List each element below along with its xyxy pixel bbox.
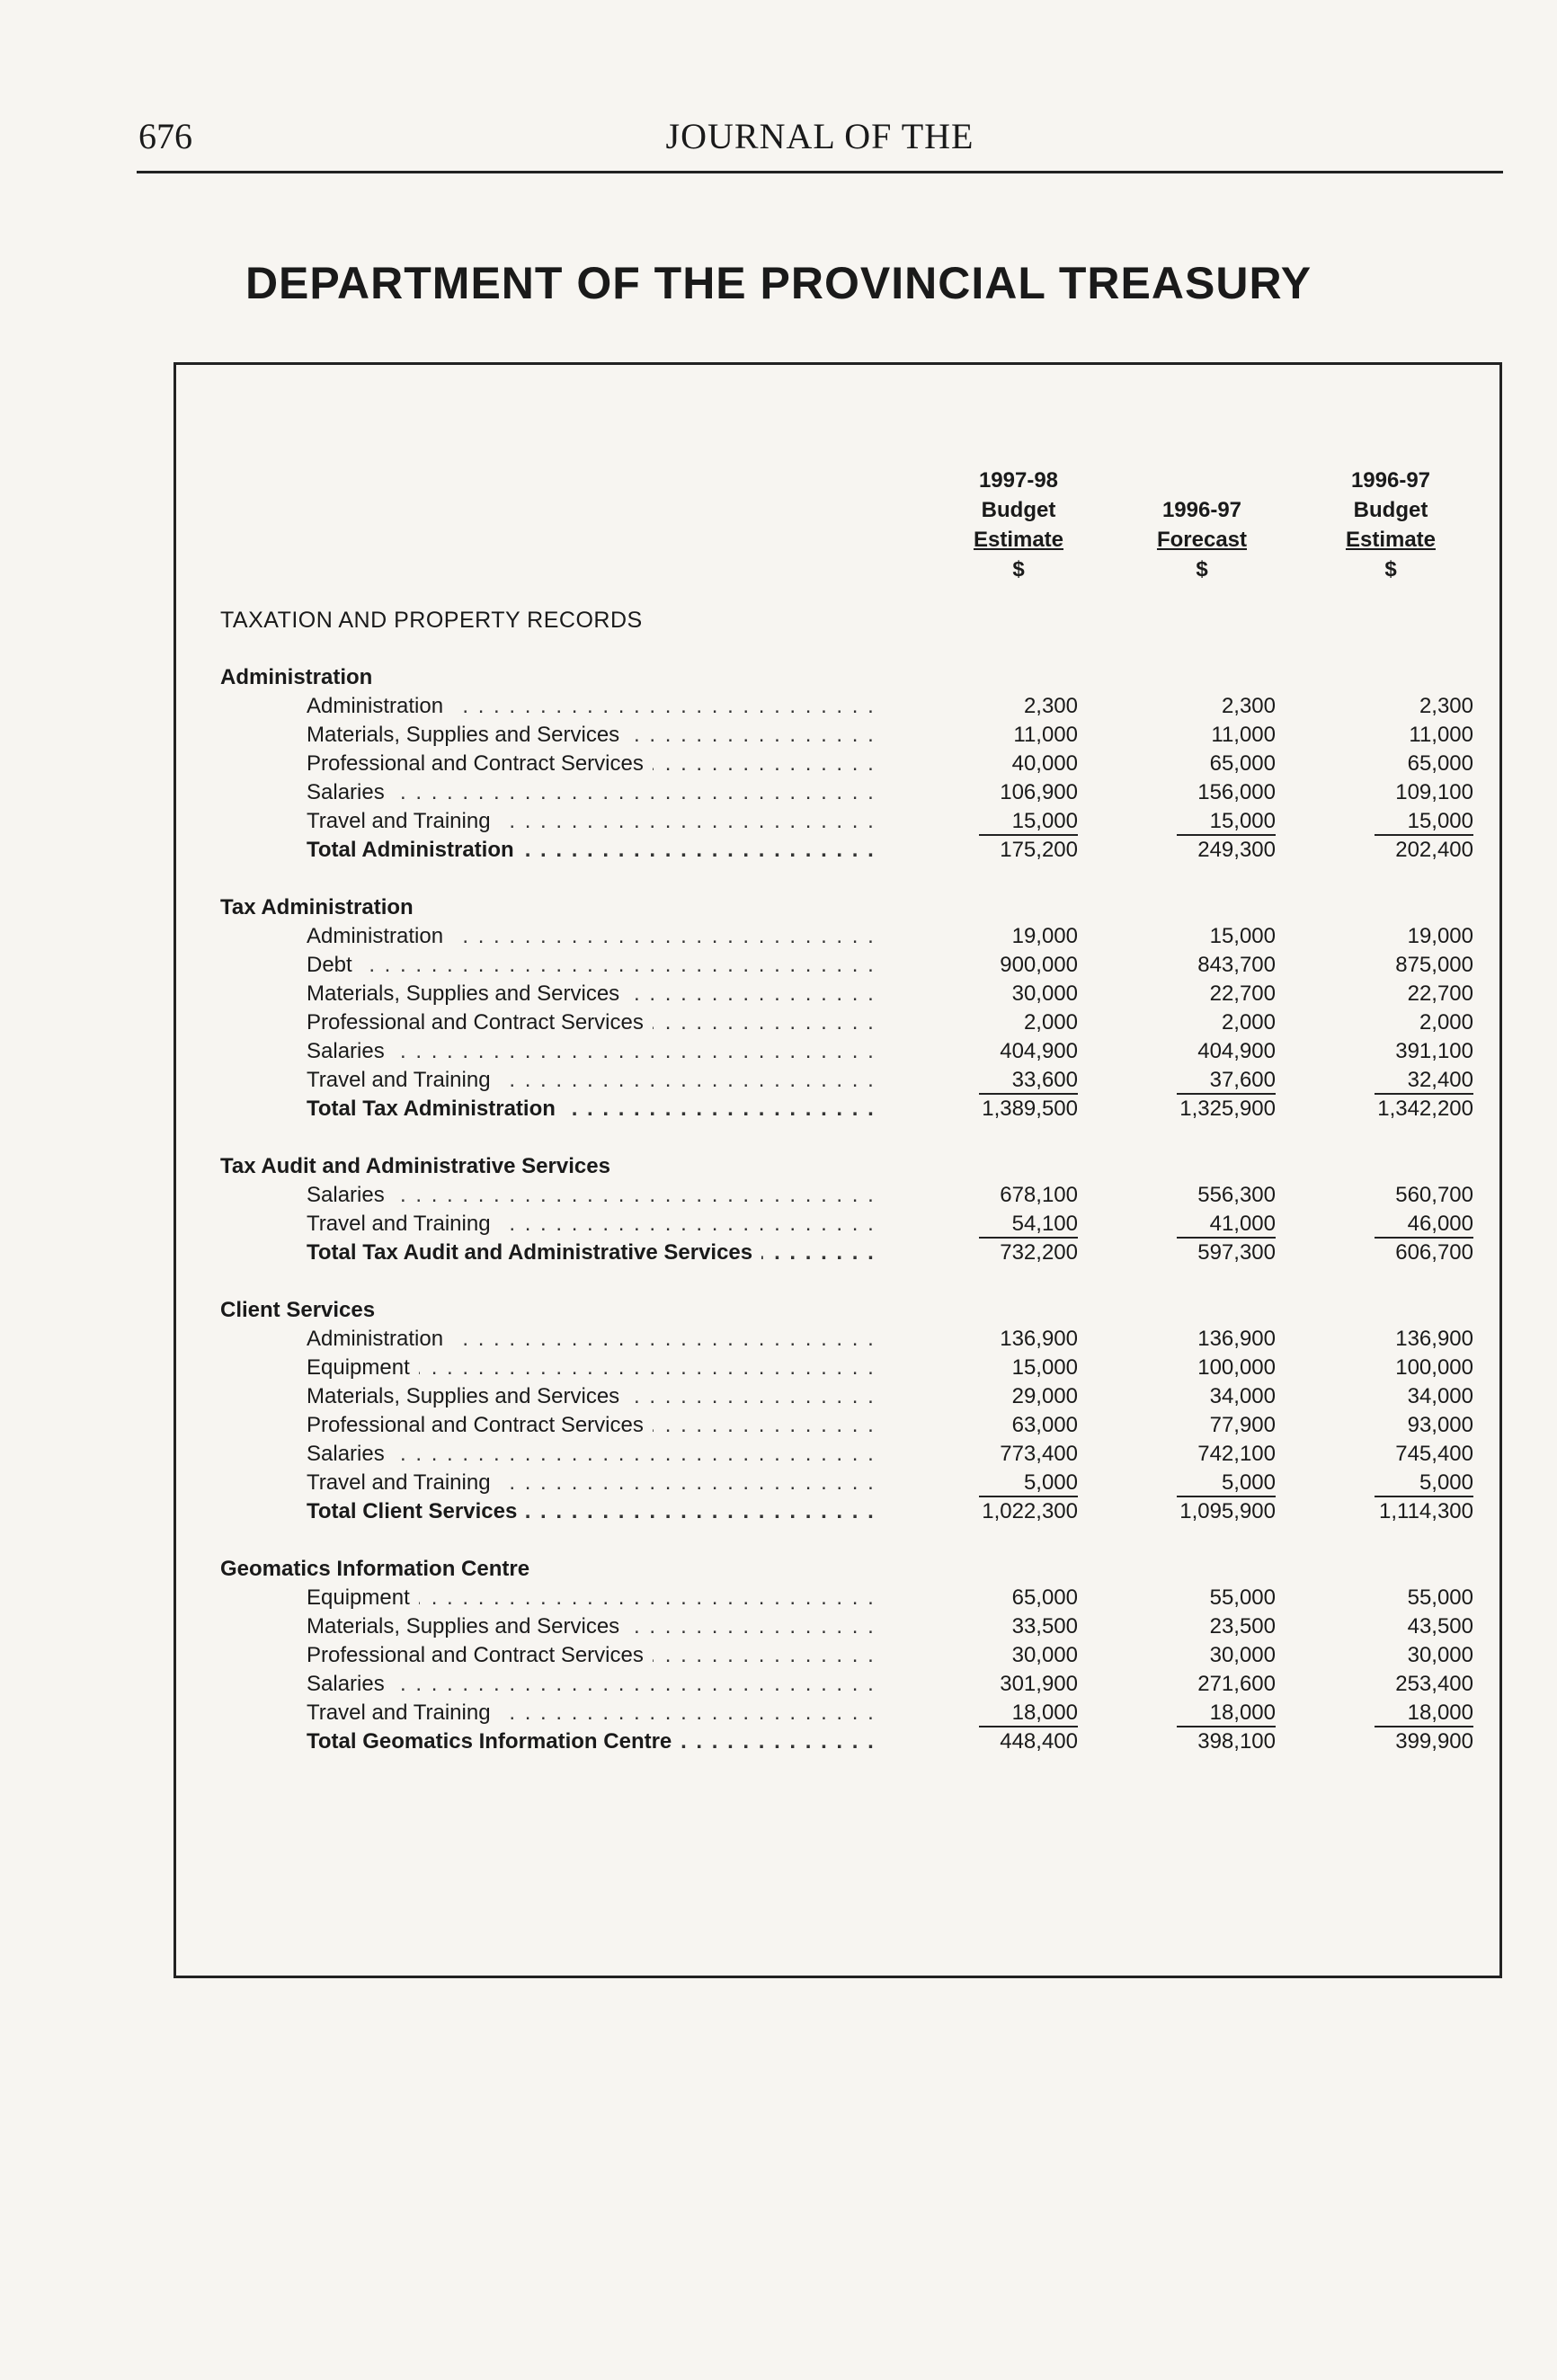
line-item-label	[220, 807, 880, 836]
line-item-label	[220, 1325, 880, 1354]
amount-value: 30,000	[1011, 1643, 1078, 1667]
amount-value: 136,900	[1000, 1327, 1078, 1351]
label-text: Materials, Supplies and Services	[307, 981, 628, 1006]
label-text: Total Tax Administration	[307, 1097, 565, 1121]
amount-value: 40,000	[1011, 751, 1078, 776]
amount-cell	[880, 692, 1078, 721]
amount-value: 1,389,500	[982, 1097, 1078, 1121]
amount-value: 34,000	[1209, 1384, 1276, 1408]
amount-value: 15,000	[1209, 924, 1276, 948]
amount-cell	[1276, 922, 1473, 951]
total-row	[220, 836, 1473, 865]
amount-cell	[1078, 1440, 1276, 1469]
label-text: Materials, Supplies and Services	[307, 1614, 628, 1638]
line-item-row	[220, 1699, 1473, 1727]
label-text: Salaries	[307, 1183, 394, 1207]
total-label	[220, 836, 880, 865]
line-item-label	[220, 1411, 880, 1440]
column-year	[1103, 466, 1301, 495]
line-item-label	[220, 1469, 880, 1497]
amount-cell	[1078, 1382, 1276, 1411]
amount-cell	[1078, 1066, 1276, 1095]
amount-cell	[880, 1727, 1078, 1756]
amount-value: 391,100	[1395, 1039, 1473, 1063]
line-item-label	[220, 1440, 880, 1469]
amount-value: 19,000	[1407, 924, 1473, 948]
amount-value: 2,000	[1419, 1010, 1473, 1035]
amount-value: 55,000	[1407, 1585, 1473, 1610]
column-line3: Forecast	[1156, 528, 1248, 552]
total-row	[220, 1095, 1473, 1123]
line-item-row	[220, 692, 1473, 721]
amount-cell	[1276, 778, 1473, 807]
group-spacer	[220, 1526, 1473, 1555]
amount-value: 136,900	[1395, 1327, 1473, 1351]
amount-value: 18,000	[979, 1701, 1078, 1727]
amount-cell	[1276, 1382, 1473, 1411]
line-item-row	[220, 1354, 1473, 1382]
amount-value: 773,400	[1000, 1442, 1078, 1466]
amount-cell	[1276, 1727, 1473, 1756]
label-text: Materials, Supplies and Services	[307, 723, 628, 747]
journal-title: JOURNAL OF THE	[665, 116, 974, 156]
label-text: Salaries	[307, 1442, 394, 1466]
amount-value: 253,400	[1395, 1672, 1473, 1696]
amount-cell	[1276, 1181, 1473, 1210]
amount-value: 404,900	[1000, 1039, 1078, 1063]
amount-value: 32,400	[1375, 1068, 1473, 1095]
amount-value: 556,300	[1197, 1183, 1276, 1207]
amount-cell	[880, 1181, 1078, 1210]
amount-value: 19,000	[1011, 924, 1078, 948]
amount-value: 175,200	[1000, 838, 1078, 862]
amount-cell	[1276, 1612, 1473, 1641]
amount-value: 55,000	[1209, 1585, 1276, 1610]
line-item-label	[220, 1181, 880, 1210]
line-item-label	[220, 1008, 880, 1037]
amount-value: 22,700	[1407, 981, 1473, 1006]
page-number: 676	[138, 116, 192, 156]
line-item-row	[220, 721, 1473, 750]
amount-value: 22,700	[1209, 981, 1276, 1006]
amount-cell	[1078, 721, 1276, 750]
line-item-label	[220, 750, 880, 778]
amount-value: 399,900	[1395, 1729, 1473, 1754]
amount-value: 2,300	[1221, 694, 1276, 718]
amount-value: 448,400	[1000, 1729, 1078, 1754]
amount-cell	[1078, 1411, 1276, 1440]
amount-value: 202,400	[1395, 838, 1473, 862]
column-header-1996-97-forecast	[1103, 466, 1301, 584]
amount-value: 15,000	[1011, 1355, 1078, 1380]
amount-value: 65,000	[1407, 751, 1473, 776]
line-item-row	[220, 1670, 1473, 1699]
amount-cell	[1276, 807, 1473, 836]
line-item-row	[220, 922, 1473, 951]
line-item-row	[220, 1612, 1473, 1641]
amount-value: 2,000	[1221, 1010, 1276, 1035]
amount-cell	[880, 778, 1078, 807]
amount-cell	[1276, 980, 1473, 1008]
group-title: Tax Audit and Administrative Services	[220, 1154, 610, 1178]
amount-cell	[880, 1037, 1078, 1066]
line-item-label	[220, 1641, 880, 1670]
label-text: Salaries	[307, 780, 394, 804]
group-title-row	[220, 893, 1473, 922]
amount-value: 106,900	[1000, 780, 1078, 804]
amount-value: 678,100	[1000, 1183, 1078, 1207]
amount-cell	[880, 1497, 1078, 1526]
line-item-row	[220, 1411, 1473, 1440]
amount-cell	[1276, 721, 1473, 750]
label-text: Salaries	[307, 1039, 394, 1063]
amount-value: 18,000	[1177, 1701, 1276, 1727]
amount-cell	[1276, 1325, 1473, 1354]
amount-value: 5,000	[1177, 1470, 1276, 1497]
amount-value: 249,300	[1197, 838, 1276, 862]
amount-value: 109,100	[1395, 780, 1473, 804]
amount-value: 560,700	[1395, 1183, 1473, 1207]
line-item-label	[220, 721, 880, 750]
amount-cell	[1078, 1497, 1276, 1526]
line-item-label	[220, 1584, 880, 1612]
label-text: Administration	[307, 694, 452, 718]
label-text: Total Geomatics Information Centre	[307, 1729, 681, 1754]
amount-value: 23,500	[1209, 1614, 1276, 1638]
label-text: Debt	[307, 953, 361, 977]
group-title-row	[220, 1152, 1473, 1181]
amount-cell	[1078, 750, 1276, 778]
amount-value: 100,000	[1197, 1355, 1276, 1380]
line-item-label	[220, 1037, 880, 1066]
amount-value: 18,000	[1375, 1701, 1473, 1727]
amount-value: 30,000	[1209, 1643, 1276, 1667]
amount-value: 46,000	[1375, 1212, 1473, 1239]
line-item-row	[220, 1066, 1473, 1095]
amount-cell	[880, 721, 1078, 750]
amount-value: 2,300	[1023, 694, 1078, 718]
amount-value: 732,200	[1000, 1240, 1078, 1265]
amount-cell	[1078, 1699, 1276, 1727]
group-spacer	[220, 1123, 1473, 1152]
amount-cell	[880, 750, 1078, 778]
amount-value: 597,300	[1197, 1240, 1276, 1265]
line-item-row	[220, 980, 1473, 1008]
amount-cell	[1078, 1670, 1276, 1699]
label-text: Total Tax Audit and Administrative Services	[307, 1240, 761, 1265]
amount-value: 11,000	[1013, 723, 1078, 747]
column-header-1997-98-estimate	[920, 466, 1117, 584]
amount-value: 15,000	[1375, 809, 1473, 836]
line-item-row	[220, 807, 1473, 836]
amount-value: 30,000	[1407, 1643, 1473, 1667]
amount-value: 136,900	[1197, 1327, 1276, 1351]
line-item-label	[220, 1612, 880, 1641]
line-item-label	[220, 951, 880, 980]
amount-cell	[1276, 1469, 1473, 1497]
amount-cell	[880, 1699, 1078, 1727]
amount-value: 404,900	[1197, 1039, 1276, 1063]
budget-table	[220, 663, 1473, 1756]
label-text: Total Client Services	[307, 1499, 526, 1523]
line-item-row	[220, 778, 1473, 807]
amount-value: 398,100	[1197, 1729, 1276, 1754]
line-item-label	[220, 1210, 880, 1239]
amount-value: 156,000	[1197, 780, 1276, 804]
label-text: Travel and Training	[307, 1470, 500, 1495]
line-item-row	[220, 1210, 1473, 1239]
amount-value: 5,000	[1375, 1470, 1473, 1497]
amount-value: 15,000	[979, 809, 1078, 836]
amount-value: 30,000	[1011, 981, 1078, 1006]
line-item-row	[220, 1584, 1473, 1612]
line-item-row	[220, 750, 1473, 778]
amount-value: 1,114,300	[1379, 1499, 1473, 1523]
line-item-label	[220, 1354, 880, 1382]
label-text: Professional and Contract Services	[307, 1413, 653, 1437]
amount-value: 65,000	[1011, 1585, 1078, 1610]
amount-cell	[880, 1095, 1078, 1123]
group-title-row	[220, 663, 1473, 692]
line-item-row	[220, 1641, 1473, 1670]
amount-cell	[1276, 1699, 1473, 1727]
amount-cell	[1078, 1037, 1276, 1066]
column-line2: Budget	[981, 498, 1056, 522]
amount-cell	[1276, 1670, 1473, 1699]
group-title: Administration	[220, 665, 373, 689]
amount-value: 15,000	[1177, 809, 1276, 836]
column-line3: Estimate	[1345, 528, 1437, 552]
amount-value: 843,700	[1197, 953, 1276, 977]
amount-cell	[880, 1066, 1078, 1095]
label-text: Materials, Supplies and Services	[307, 1384, 628, 1408]
amount-cell	[880, 1670, 1078, 1699]
amount-value: 37,600	[1177, 1068, 1276, 1095]
label-text: Administration	[307, 1327, 452, 1351]
amount-cell	[880, 1411, 1078, 1440]
amount-cell	[880, 1612, 1078, 1641]
column-year: 1997-98	[978, 468, 1059, 493]
line-item-row	[220, 951, 1473, 980]
amount-value: 11,000	[1211, 723, 1276, 747]
line-item-label	[220, 1670, 880, 1699]
total-label	[220, 1095, 880, 1123]
amount-cell	[1078, 1008, 1276, 1037]
line-item-label	[220, 778, 880, 807]
amount-cell	[880, 1469, 1078, 1497]
amount-cell	[1078, 922, 1276, 951]
group-spacer	[220, 865, 1473, 893]
line-item-label	[220, 1066, 880, 1095]
amount-value: 33,500	[1011, 1614, 1078, 1638]
line-item-row	[220, 1181, 1473, 1210]
column-line3: Estimate	[973, 528, 1064, 552]
amount-value: 606,700	[1395, 1240, 1473, 1265]
line-item-row	[220, 1037, 1473, 1066]
amount-cell	[1078, 1612, 1276, 1641]
amount-cell	[1276, 1440, 1473, 1469]
amount-cell	[1078, 807, 1276, 836]
amount-value: 1,325,900	[1179, 1097, 1276, 1121]
amount-cell	[880, 951, 1078, 980]
column-unit: $	[1384, 557, 1397, 582]
amount-cell	[1078, 1210, 1276, 1239]
amount-cell	[880, 1354, 1078, 1382]
amount-cell	[1276, 1497, 1473, 1526]
amount-value: 65,000	[1209, 751, 1276, 776]
amount-value: 11,000	[1409, 723, 1473, 747]
total-label	[220, 1727, 880, 1756]
amount-value: 2,300	[1419, 694, 1473, 718]
amount-cell	[1276, 1239, 1473, 1267]
amount-cell	[880, 1210, 1078, 1239]
amount-value: 271,600	[1197, 1672, 1276, 1696]
amount-cell	[1276, 1037, 1473, 1066]
column-line2: 1996-97	[1161, 498, 1242, 522]
amount-cell	[1276, 1210, 1473, 1239]
amount-cell	[1078, 1469, 1276, 1497]
label-text: Travel and Training	[307, 809, 500, 833]
amount-cell	[880, 1440, 1078, 1469]
amount-cell	[1276, 1008, 1473, 1037]
amount-cell	[880, 1584, 1078, 1612]
amount-cell	[880, 807, 1078, 836]
department-title: DEPARTMENT OF THE PROVINCIAL TREASURY	[245, 258, 1312, 308]
total-label	[220, 1497, 880, 1526]
amount-cell	[1078, 1325, 1276, 1354]
line-item-row	[220, 1325, 1473, 1354]
amount-value: 29,000	[1011, 1384, 1078, 1408]
budget-table-body	[220, 663, 1473, 1756]
line-item-label	[220, 922, 880, 951]
amount-value: 77,900	[1209, 1413, 1276, 1437]
label-text: Travel and Training	[307, 1212, 500, 1236]
line-item-label	[220, 980, 880, 1008]
group-title-row	[220, 1555, 1473, 1584]
amount-value: 63,000	[1011, 1413, 1078, 1437]
amount-value: 93,000	[1407, 1413, 1473, 1437]
line-item-row	[220, 1008, 1473, 1037]
amount-value: 43,500	[1407, 1614, 1473, 1638]
label-text: Professional and Contract Services	[307, 751, 653, 776]
amount-value: 5,000	[979, 1470, 1078, 1497]
amount-cell	[1078, 1239, 1276, 1267]
column-header-1996-97-estimate	[1292, 466, 1490, 584]
amount-cell	[1078, 836, 1276, 865]
amount-cell	[1276, 1584, 1473, 1612]
amount-value: 742,100	[1197, 1442, 1276, 1466]
amount-cell	[1276, 836, 1473, 865]
line-item-row	[220, 1469, 1473, 1497]
amount-cell	[1078, 692, 1276, 721]
label-text: Equipment	[307, 1585, 419, 1610]
amount-cell	[1078, 1641, 1276, 1670]
column-unit: $	[1012, 557, 1025, 582]
amount-cell	[1276, 1354, 1473, 1382]
line-item-row	[220, 1382, 1473, 1411]
group-title: Tax Administration	[220, 895, 414, 919]
label-text: Administration	[307, 924, 452, 948]
column-unit: $	[1196, 557, 1208, 582]
amount-cell	[880, 1641, 1078, 1670]
amount-cell	[1276, 951, 1473, 980]
amount-cell	[1276, 692, 1473, 721]
amount-value: 100,000	[1395, 1355, 1473, 1380]
total-row	[220, 1239, 1473, 1267]
line-item-row	[220, 1440, 1473, 1469]
amount-cell	[880, 1008, 1078, 1037]
amount-cell	[1078, 1095, 1276, 1123]
amount-cell	[880, 1239, 1078, 1267]
amount-cell	[1276, 1095, 1473, 1123]
amount-cell	[880, 836, 1078, 865]
group-title: Client Services	[220, 1298, 376, 1322]
section-label: TAXATION AND PROPERTY RECORDS	[220, 608, 643, 633]
amount-value: 1,342,200	[1377, 1097, 1473, 1121]
column-line2: Budget	[1353, 498, 1428, 522]
amount-value: 34,000	[1407, 1384, 1473, 1408]
amount-cell	[1078, 1354, 1276, 1382]
amount-cell	[1078, 778, 1276, 807]
amount-cell	[1276, 1066, 1473, 1095]
amount-cell	[1078, 951, 1276, 980]
label-text: Travel and Training	[307, 1068, 500, 1092]
amount-value: 875,000	[1395, 953, 1473, 977]
amount-value: 41,000	[1177, 1212, 1276, 1239]
amount-cell	[880, 980, 1078, 1008]
amount-value: 33,600	[979, 1068, 1078, 1095]
amount-cell	[1276, 1411, 1473, 1440]
amount-value: 2,000	[1023, 1010, 1078, 1035]
amount-cell	[1078, 1181, 1276, 1210]
line-item-label	[220, 1382, 880, 1411]
total-row	[220, 1727, 1473, 1756]
label-text: Travel and Training	[307, 1701, 500, 1725]
group-title: Geomatics Information Centre	[220, 1557, 530, 1581]
total-row	[220, 1497, 1473, 1526]
amount-value: 900,000	[1000, 953, 1078, 977]
amount-value: 745,400	[1395, 1442, 1473, 1466]
label-text: Equipment	[307, 1355, 419, 1380]
label-text: Professional and Contract Services	[307, 1643, 653, 1667]
amount-value: 54,100	[979, 1212, 1078, 1239]
column-year: 1996-97	[1350, 468, 1431, 493]
amount-cell	[1276, 1641, 1473, 1670]
amount-cell	[880, 922, 1078, 951]
running-head	[137, 106, 1503, 173]
label-text: Total Administration	[307, 838, 523, 862]
amount-cell	[880, 1325, 1078, 1354]
amount-value: 1,095,900	[1179, 1499, 1276, 1523]
amount-cell	[880, 1382, 1078, 1411]
label-text: Salaries	[307, 1672, 394, 1696]
line-item-label	[220, 1699, 880, 1727]
amount-cell	[1078, 1584, 1276, 1612]
amount-value: 301,900	[1000, 1672, 1078, 1696]
label-text: Professional and Contract Services	[307, 1010, 653, 1035]
total-label	[220, 1239, 880, 1267]
amount-cell	[1078, 1727, 1276, 1756]
amount-value: 1,022,300	[982, 1499, 1078, 1523]
group-spacer	[220, 1267, 1473, 1296]
line-item-label	[220, 692, 880, 721]
amount-cell	[1276, 750, 1473, 778]
amount-cell	[1078, 980, 1276, 1008]
group-title-row	[220, 1296, 1473, 1325]
